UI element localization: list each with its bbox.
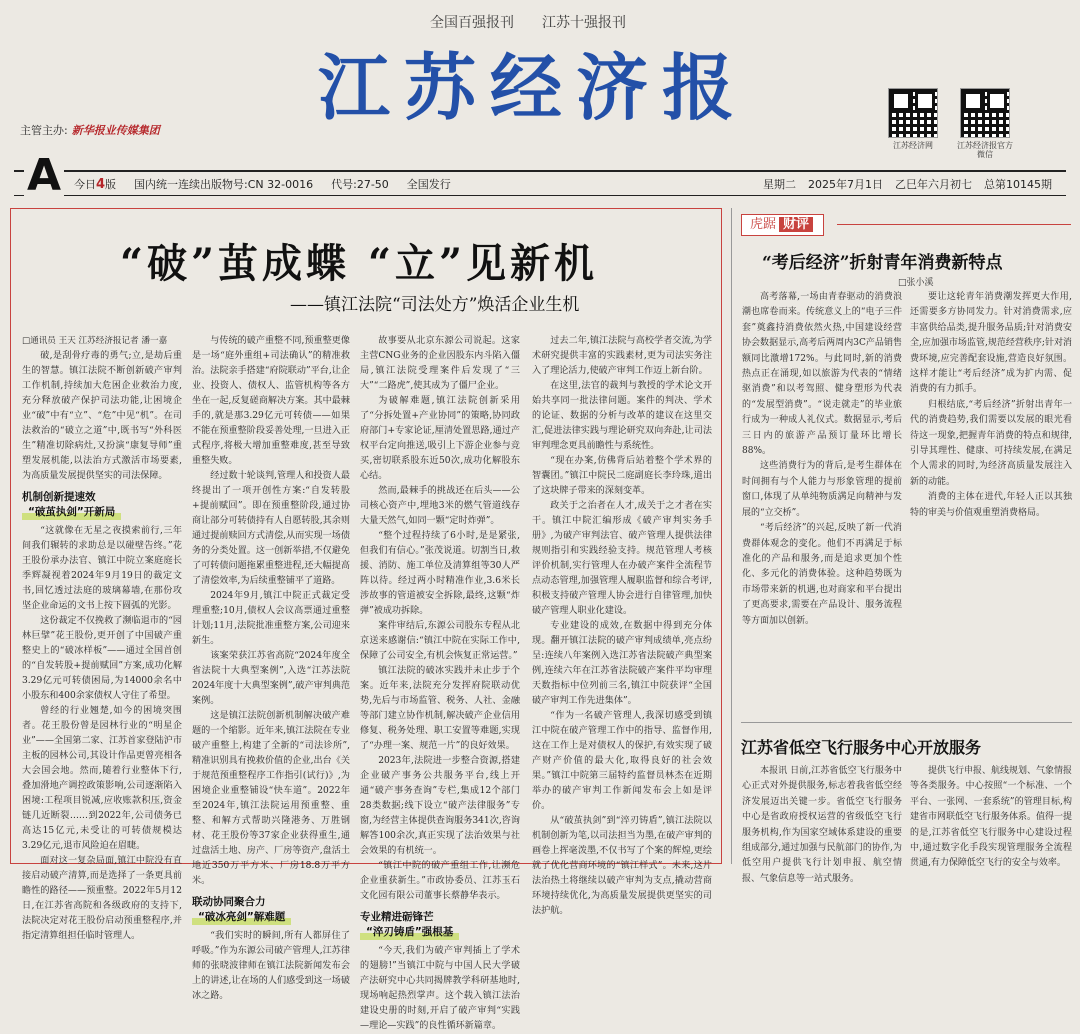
commentary-column-2 [910, 290, 1072, 710]
banner-rule [837, 224, 1071, 225]
paragraph: 与传统的破产重整不同,预重整更像是一场“庭外重组+司法确认”的精准救治。法院亲手搭建“府院联动”平台,让企业、投资人、债权人、监管机构等各方坐在一起,反复磋商解决方案。其中最棘手的,就是那3.29亿元可转债——如果不能在预重整阶段妥善处理,一旦进入正式程序,将极大增加重整难度,甚至导致重整失败。 [192, 336, 350, 466]
sponsor-line [20, 122, 164, 138]
section-highlight-1: “破茧执剑”开新局 [22, 505, 121, 520]
commentary-column-1 [742, 290, 902, 710]
qr-code-icon [960, 88, 1010, 138]
section-title-3: 专业精进砺锋芒 “淬刃铸盾”强根基 [360, 910, 520, 940]
sponsor-group: 新华报业传媒集团 [71, 124, 160, 137]
qr-code-icon [888, 88, 938, 138]
paragraph: 该案荣获江苏省高院“2024年度全省法院十大典型案例”,入选“江苏法院2024年度十大典型案例”,破产审判典范案例。 [192, 651, 350, 706]
slogan-2: 江苏十强报刊 [542, 15, 626, 31]
slogan-1: 全国百强报刊 [430, 15, 514, 31]
edition-letter: A [24, 154, 64, 198]
qr-1-label: 江苏经济网 [893, 141, 933, 150]
bottom-story-column-2 [910, 764, 1073, 869]
article-column-2 [192, 334, 350, 1001]
paragraph: 2024年9月,镇江中院正式裁定受理重整;10月,债权人会议高票通过重整计划;11月,法院批准重整方案,公司迎来新生。 [192, 591, 350, 646]
column-divider [731, 208, 732, 864]
issue-info-bar [14, 170, 1066, 196]
paragraph: 专业建设的成效,在数据中得到充分体现。翻开镇江法院的破产审判成绩单,亮点纷呈:连续八年案例入选江苏省法院破产典型案例,连续六年在江苏省法院破产案件平均审理天数指标中位列前三名,镇江中院获评“全国破产审判工作先进集体”。 [532, 621, 712, 706]
bottom-story-title: 江苏省低空飞行服务中心开放服务 [741, 738, 982, 757]
paragraph: 从“破茧执剑”到“淬刃铸盾”,镇江法院以机制创新为笔,以司法担当为墨,在破产审判的画卷上挥毫泼墨,不仅书写了个案的辉煌,更绘就了优化营商环境的“镇江样式”。未来,这片法治热土将继续以破产审判为支点,撬动营商环境持续优化,为高质量发展提供更坚实的司法护航。 [532, 816, 712, 916]
paragraph: 破,是刮骨疗毒的勇气;立,是劫后重生的智慧。镇江法院不断创新破产审判工作机制,持续加大危困企业救治力度,充分释放破产保护司法功能,让困境企业“破”中有“立”、“危”中见“机”。在司法救治的“破立之道”中,既书写“外科医生”精准切除病灶,又扮演“康复导师”重塑发展机能,以法治方式激活市场要素,为高质量发展提供坚实的司法保障。 [22, 351, 182, 481]
sponsor-label: 主管主办: [20, 124, 68, 137]
paragraph: “这就像在无星之夜摸索前行,三年间我们辗转的求助总是以碰壁告终。”花王股份承办法官、镇江中院立案庭庭长季辉凝视着2024年9月19日的裁定文书,回忆透过法庭的玻璃幕墙,在那份攻坚企业命运的文书上按下圆弧的光影。 [22, 526, 182, 611]
paragraph: 为破解难题,镇江法院创新采用了“分拆处置+产业协同”的策略,协同政府部门+专家论证,厘清处置思路,通过产权平台定向推送,吸引上下游企业参与竞买,密切联系股东近50次,成功化解股东心结。 [360, 396, 520, 481]
paragraph: “镇江中院的破产重组工作,让濒危企业重获新生。”市政协委员、江苏玉石文化园有限公司董事长蔡静华表示。 [360, 861, 520, 901]
paragraph: 过去二年,镇江法院与高校学者交流,为学术研究提供丰富的实践素材,更为司法实务注入了理论活力,使破产审判工作迈上新台阶。 [532, 336, 712, 376]
qr-2-label: 江苏经济报官方微信 [957, 141, 1013, 160]
paper-name: 江苏经济报 [318, 45, 749, 130]
section-highlight-3: “淬刃铸盾”强根基 [360, 925, 459, 940]
paragraph: 政关于之治者在人才,成关于之才者在实干。镇江中院汇编形成《破产审判实务手册》,为破产审判法官、破产管理人提供法律规则指引和实践经验支持。规范管理人考核评价机制,实行管理人在办破产案件全流程节点动态管理,加强管理人履职监督和综合考评,积极支持破产管理人协会进行自律管理,加快破产管理人职业化建设。 [532, 501, 712, 616]
commentary-banner [741, 214, 1071, 236]
paragraph: 本报讯 日前,江苏省低空飞行服务中心正式对外提供服务,标志着我省低空经济发展迈出关键一步。省低空飞行服务中心是省政府授权运营的省级低空飞行服务机构,作为国家空域体系建设的重要组成部分,通过加强与民航部门的协作,为低空用户提供飞行计划申报、航空情报、气象信息等一站式服务。 [742, 766, 902, 884]
paragraph: 故事要从北京东源公司说起。这家主营CNG业务的企业因股东内斗陷入僵局,镇江法院受理案件后发现了“三大”“二路虎”,使其成为了僵尸企业。 [360, 336, 520, 391]
distribution: 全国发行 [406, 177, 451, 191]
paragraph: 曾经的行业翘楚,如今的困境突围者。花王股份曾是园林行业的“明星企业”——全国第二家、江苏首家登陆沪市主板的园林公司,其设计作品更曾亮相各大会国会地。然而,随着行业整体下行,叠加滑地产调控政策影响,公司逐渐陷入困境:工程项目锐减,应收账款积压,资金链几近断裂……到2022年,公司债务已高达15亿元,未受让的可转债规模达3.29亿元,退市风险迫在眉睫。 [22, 706, 182, 851]
paragraph: 2023年,法院进一步整合资源,搭建企业破产事务公共服务平台,线上开通“破产事务查询”专栏,集成12个部门28类数据;线下设立“破产法律服务”专窗,为经营主体提供查询服务341次,咨询解答100余次,真正实现了法治效果与社会效果的有机统一。 [360, 756, 520, 856]
commentary-title: “考后经济”折射青年消费新特点 [762, 253, 1003, 273]
commentary-tag: 虎踞 财评 [741, 214, 824, 236]
bottom-story-column-1 [742, 764, 902, 884]
paragraph: 这些消费行为的背后,是考生群体在时间拥有与个人能力与形象管理的提前窗口,体现了从单纯物质满足向精神与发展的“立交桥”。 [742, 461, 902, 518]
paragraph: “我们实时的瞬间,所有人都屏住了呼吸。”作为东源公司破产管理人,江苏律师的张晓波律师在镇江法院新闻发布会上的讲述,让在场的人们感受到这一场破冰之路。 [192, 931, 350, 1001]
masthead [0, 0, 1080, 172]
headline: “破”茧成蝶 “立”见新机 [120, 240, 598, 287]
masthead-slogans [430, 12, 626, 32]
paragraph: 在这里,法官的裁判与教授的学术论文开始共享同一批法律问题。案件的判决、学术的论证、数据的分析与改革的建议在这里交汇,促进法律实践与理论研究双向奔赴,让司法审判理念更具前瞻性与系统性。 [532, 381, 712, 451]
commentary-author: □张小溪 [898, 278, 934, 288]
section-divider [741, 722, 1072, 723]
paragraph: 归根结底,“考后经济”折射出青年一代的消费趋势,我们需要以发展的眼光看待这一现象,把握青年消费的特点和规律,引导其理性、健康、可持续发展,在满足个人需求的同时,为经济高质量发展注入新的动能。 [910, 399, 1072, 487]
paragraph: 面对这一复杂局面,镇江中院没有直接启动破产清算,而是选择了一条更具前瞻性的路径——预重整。2022年5月12日,在江苏省高院和各级政府的支持下,法院决定对花王股份启动预重整程序,并指定清算组担任临时管理人。 [22, 856, 182, 941]
subheadline: ——镇江法院“司法处方”焕活企业生机 [290, 295, 580, 315]
paragraph: “今天,我们为破产审判插上了学术的翅膀!”当镇江中院与中国人民大学破产法研究中心共同揭牌教学科研基地时,现场响起热烈掌声。这个载入镇江法治建设史册的时刻,开启了破产审判“实践—理论—实践”的良性循环新篇章。 [360, 946, 520, 1031]
paragraph: 这是镇江法院创新机制解决破产难题的一个缩影。近年来,镇江法院在专业破产重整上,构建了全新的“司法诊所”,精准识别具有挽救价值的企业,出台《关于规范预重整程序工作指引(试行)》,为困境企业重整铺设“快车道”。2022年至2024年,镇江法院运用预重整、重整、和解方式帮助兴隆港务、万胜钢材、花王股份等37家企业获得重生,通过盘活土地、房产、厂房等资产,盘活土地近350万平方米、厂房18.8万平方米。 [192, 711, 350, 886]
issn: 国内统一连续出版物号:CN 32-0016 [134, 177, 314, 191]
section-title-2: 联动协同聚合力 “破冰亮剑”解难题 [192, 895, 350, 925]
article-column-4 [532, 334, 712, 916]
section-highlight-2: “破冰亮剑”解难题 [192, 910, 291, 925]
paragraph: 经过数十轮谈判,管理人和投资人最终提出了一项开创性方案:“自发转股+提前赋回”。即在预重整阶段,通过协商让部分可转债持有人自愿转股,其余则通过提前赎回方式清偿,从而实现一场债务的分类处置。这一创新举措,不仅避免了可转债问题拖累重整进程,还大幅提高了清偿效率,为后续重整铺平了道路。 [192, 471, 350, 586]
paragraph: 消费的主体在进代,年轻人正以其独特的审美与价值观重塑消费格局。 [910, 492, 1072, 518]
byline: □通讯员 王天 江苏经济报记者 潘一嘉 [22, 336, 168, 346]
paragraph: “作为一名破产管理人,我深切感受到镇江中院在破产管理工作中的指导、监督作用,这在工作上是对债权人的保护,有效实现了破产财产价值的最大化,取得良好的社会效果。”镇江中院第三届特约监督员林杰在近期举办的破产审判工作新闻发布会上如是评价。 [532, 711, 712, 811]
paragraph: “整个过程持续了6小时,是是紧张,但我们有信心。”张茂说道。切割当日,救援、消防、施工单位及清算组等30人严阵以待。经过两小时精准作业,3.6米长涉故事的管道被安全拆除,最终,这颗“炸弹”被成功拆除。 [360, 531, 520, 616]
paragraph: 这份裁定不仅挽救了濒临退市的“园林巨擘”花王股份,更开创了中国破产重整史上的“破冰样板”——通过全国首创的“自发转股+提前赋回”方案,成功化解3.29亿元可转债困局,为14000余名中小股东和400余家债权人守住了希望。 [22, 616, 182, 701]
issue-number: 总第10145期 [984, 177, 1052, 191]
lunar-date: 乙巳年六月初七 [895, 177, 972, 191]
paragraph: 要让这轮青年消费潮发挥更大作用,还需要多方协同发力。针对消费需求,应丰富供给品类,提升服务品质;针对消费安全,应加强市场监管,规范经营秩序;针对消费环境,应完善配套设施,营造良好氛围。这样才能让“考后经济”成为扩内需、促消费的有力抓手。 [910, 292, 1072, 395]
weekday: 星期二 [763, 177, 796, 191]
article-column-3 [360, 334, 520, 1031]
paragraph: “考后经济”的兴起,反映了新一代消费群体观念的变化。他们不再满足于标准化的产品和服务,而是追求更加个性化、多元化的消费体验。这种趋势既为市场带来新的机遇,也对商家和平台提出了更高要求,需要在产品设计、服务流程等方面加以创新。 [742, 523, 902, 626]
issue-date: 2025年7月1日 [808, 177, 883, 191]
page-count: 今日4版 [74, 176, 117, 192]
paragraph: “现在办案,仿佛背后站着整个学术界的智囊团。”镇江中院民二庭副庭长李玲珠,道出了这块牌子带来的深刻变革。 [532, 456, 712, 496]
paragraph: 然而,最棘手的挑战还在后头——公司核心资产中,埋地3米的燃气管道线存大量天然气,如同一颗“定时炸弹”。 [360, 486, 520, 526]
article-column-1 [22, 334, 182, 941]
paragraph: 高考落幕,一场由青春驱动的消费浪潮也席卷而来。传统意义上的“电子三件套”奠鑫持消费依然火热,中国建设经营协会数据显示,高考后两周内3C产品销售额同比激增172%。与此同时,新的消费热点正在涌现,如以旅游为代表的“情绪驱消费”和以考驾照、健身塑形为代表的“发展型消费”。“说走就走”的毕业旅行成为一种成人礼仪式。数据显示,考后三日内的旅游产品预订量环比增长88%。 [742, 292, 902, 457]
postal-code: 代号:27-50 [331, 177, 389, 191]
section-title-1: 机制创新提速效 “破茧执剑”开新局 [22, 490, 182, 520]
paragraph: 提供飞行申报、航线规划、气象情报等各类服务。中心按照“一个标准、一个平台、一张网、一套系统”的管理目标,构建省市网联低空飞行服务体系。值得一提的是,江苏省低空飞行服务中心建设过程中,通过数字化手段实现管理服务全流程贯通,有力保障低空飞行的安全与效率。 [910, 766, 1073, 869]
paragraph: 案件审结后,东源公司股东专程从北京送来感谢信:“镇江中院在实际工作中,保障了公司安全,有机会恢复正常运营。” [360, 621, 520, 661]
paragraph: 镇江法院的破冰实践并未止步于个案。近年来,法院充分发挥府院联动优势,先后与市场监管、税务、人社、金融等部门建立协作机制,解决破产企业信用修复、税务处理、职工安置等难题,实现了“办理一案、规范一片”的良好效果。 [360, 666, 520, 751]
